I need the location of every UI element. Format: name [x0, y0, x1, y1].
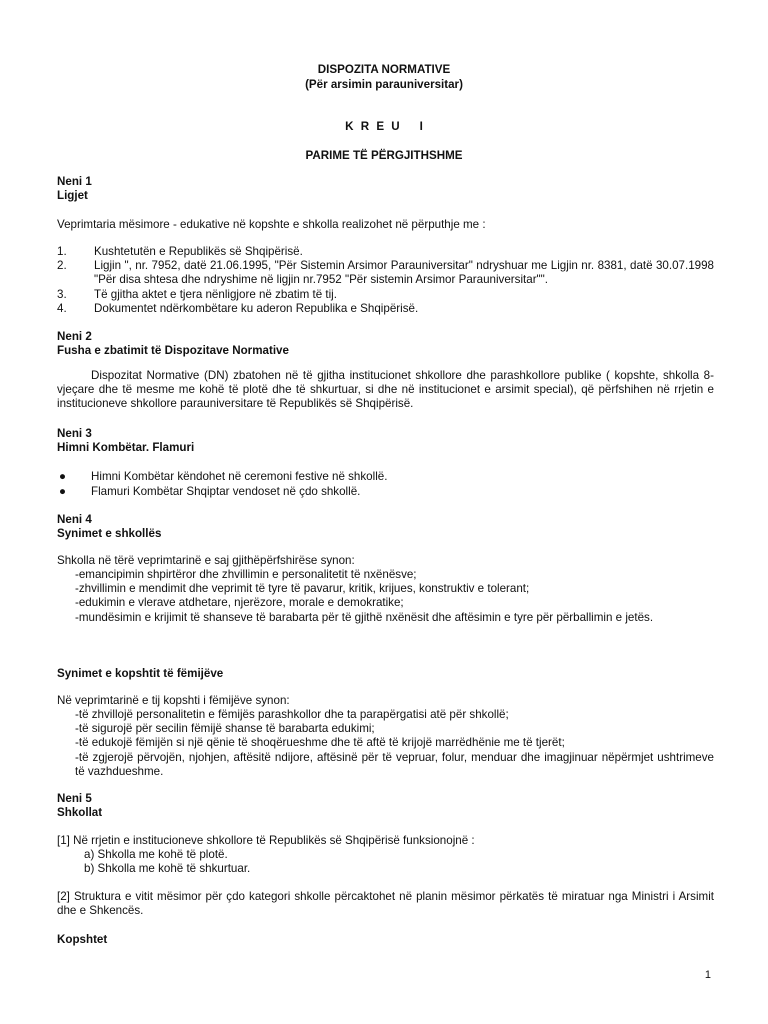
- list-number: 3.: [57, 287, 67, 301]
- article-4-list: [57, 568, 714, 625]
- list-text: Kushtetutën e Republikës së Shqipërisë.: [94, 245, 303, 258]
- article-1-list: [57, 245, 714, 316]
- article-1-intro: Veprimtaria mësimore - edukative në kopshte e shkolla realizohet në përputhje me :: [57, 218, 486, 231]
- document-title: DISPOZITA NORMATIVE: [317, 63, 451, 76]
- document-subtitle: (Për arsimin parauniversitar): [305, 78, 463, 91]
- kindergartens-heading: Kopshtet: [57, 933, 108, 946]
- list-text: Ligjin ", nr. 7952, datë 21.06.1995, "Për Sistemin Arsimor Parauniversitar" ndryshuar me Ligjin nr. 8381, datë 30.07.1998 "Për disa shtesa dhe ndryshime në ligjin nr.7952 "Për sistemin Arsimor Parauniversitar"".: [94, 259, 714, 287]
- kindergarten-goals-intro: Në veprimtarinë e tij kopshti i fëmijëve synon:: [57, 694, 290, 707]
- bullet-item: [57, 470, 714, 484]
- list-item: a) Shkolla me kohë të plotë.: [84, 848, 228, 861]
- bullet-icon: ●: [59, 485, 67, 499]
- article-5-paragraph-1: [1] Në rrjetin e institucioneve shkollore të Republikës së Shqipërisë funksionojnë :: [57, 834, 475, 847]
- chapter-title: PARIME TË PËRGJITHSHME: [305, 149, 463, 162]
- article-4-title: Synimet e shkollës: [57, 527, 162, 540]
- list-item: [57, 302, 714, 316]
- list-item: -emancipimin shpirtëror dhe zhvillimin e personalitetit të nxënësve;: [75, 568, 417, 581]
- article-5-school-types: [57, 848, 714, 876]
- kindergarten-goals-list: [57, 708, 714, 779]
- list-item: -të edukojë fëmijën si një qënie të shoqërueshme dhe të aftë të krijojë marrëdhënie me të tjerët;: [75, 736, 565, 750]
- list-number: 4.: [57, 301, 67, 315]
- list-item: -të zhvillojë personalitetin e fëmijës parashkollor dhe ta parapërgatisi atë për shkollë;: [75, 708, 509, 721]
- list-item: -mundësimin e krijimit të shanseve të barabarta për të gjithë nxënësit dhe aftësimin e tyre për përballimin e jetës.: [75, 610, 654, 624]
- article-3-title: Himni Kombëtar. Flamuri: [57, 441, 195, 454]
- bullet-item: [57, 485, 714, 499]
- article-3-heading: Neni 3: [57, 427, 92, 440]
- list-text: Dokumentet ndërkombëtare ku aderon Republika e Shqipërisë.: [94, 301, 419, 315]
- list-item: -të zgjerojë përvojën, njohjen, aftësitë ndijore, aftësinë për të vepruar, folur, menduar dhe imagjinuar nëpërmjet ushtrimeve të vazhdueshme.: [75, 750, 714, 778]
- list-item: -të sigurojë për secilin fëmijë shanse të barabarta edukimi;: [75, 722, 375, 736]
- article-5-paragraph-2: [2] Struktura e vitit mësimor për çdo kategori shkolle përcaktohet në planin mësimor përkatës të miratuar nga Ministri i Arsimit dhe e Shkencës.: [57, 890, 714, 918]
- article-1-heading: Neni 1: [57, 175, 92, 188]
- article-5-heading: Neni 5: [57, 792, 92, 805]
- bullet-text: Himni Kombëtar këndohet në ceremoni festive në shkollë.: [91, 470, 388, 483]
- bullet-icon: ●: [59, 470, 67, 483]
- page-number: 1: [704, 969, 711, 981]
- article-4-heading: Neni 4: [57, 513, 92, 526]
- list-number: 1.: [57, 245, 67, 258]
- article-2-title: Fusha e zbatimit të Dispozitave Normative: [57, 344, 289, 357]
- chapter-word: K R E U: [345, 120, 400, 133]
- list-item: [57, 259, 714, 287]
- list-item: b) Shkolla me kohë të shkurtuar.: [84, 862, 251, 876]
- chapter-number: I: [419, 120, 423, 133]
- article-2-text: Dispozitat Normative (DN) zbatohen në të gjitha institucionet shkollore dhe parashkollore publike ( kopshte, shkolla 8-vjeçare dhe të mesme me kohë të plotë dhe të shkurtuar, si dhe në institucionet e arsimit special), që përfshihen në rrjetin e institucioneve shkollore parauniversitare të Republikës së Shqipërisë.: [57, 369, 714, 411]
- list-item: -edukimin e vlerave atdhetare, njerëzore, morale e demokratike;: [75, 596, 404, 610]
- article-1-title: Ligjet: [57, 189, 88, 202]
- list-text: Të gjitha aktet e tjera nënligjore në zbatim të tij.: [94, 287, 337, 301]
- list-item: -zhvillimin e mendimit dhe veprimit të tyre të pavarur, kritik, krijues, konstruktiv e tolerant;: [75, 582, 530, 596]
- list-item: [57, 245, 714, 259]
- bullet-text: Flamuri Kombëtar Shqiptar vendoset në çdo shkollë.: [91, 485, 361, 499]
- article-2-heading: Neni 2: [57, 330, 92, 343]
- list-item: [57, 288, 714, 302]
- article-4-intro: Shkolla në tërë veprimtarinë e saj gjithëpërfshirëse synon:: [57, 554, 355, 567]
- article-3-bullets: [57, 470, 714, 499]
- list-number: 2.: [57, 259, 67, 273]
- article-5-title: Shkollat: [57, 806, 103, 819]
- chapter-label: [0, 120, 768, 134]
- kindergarten-goals-title: Synimet e kopshtit të fëmijëve: [57, 667, 224, 680]
